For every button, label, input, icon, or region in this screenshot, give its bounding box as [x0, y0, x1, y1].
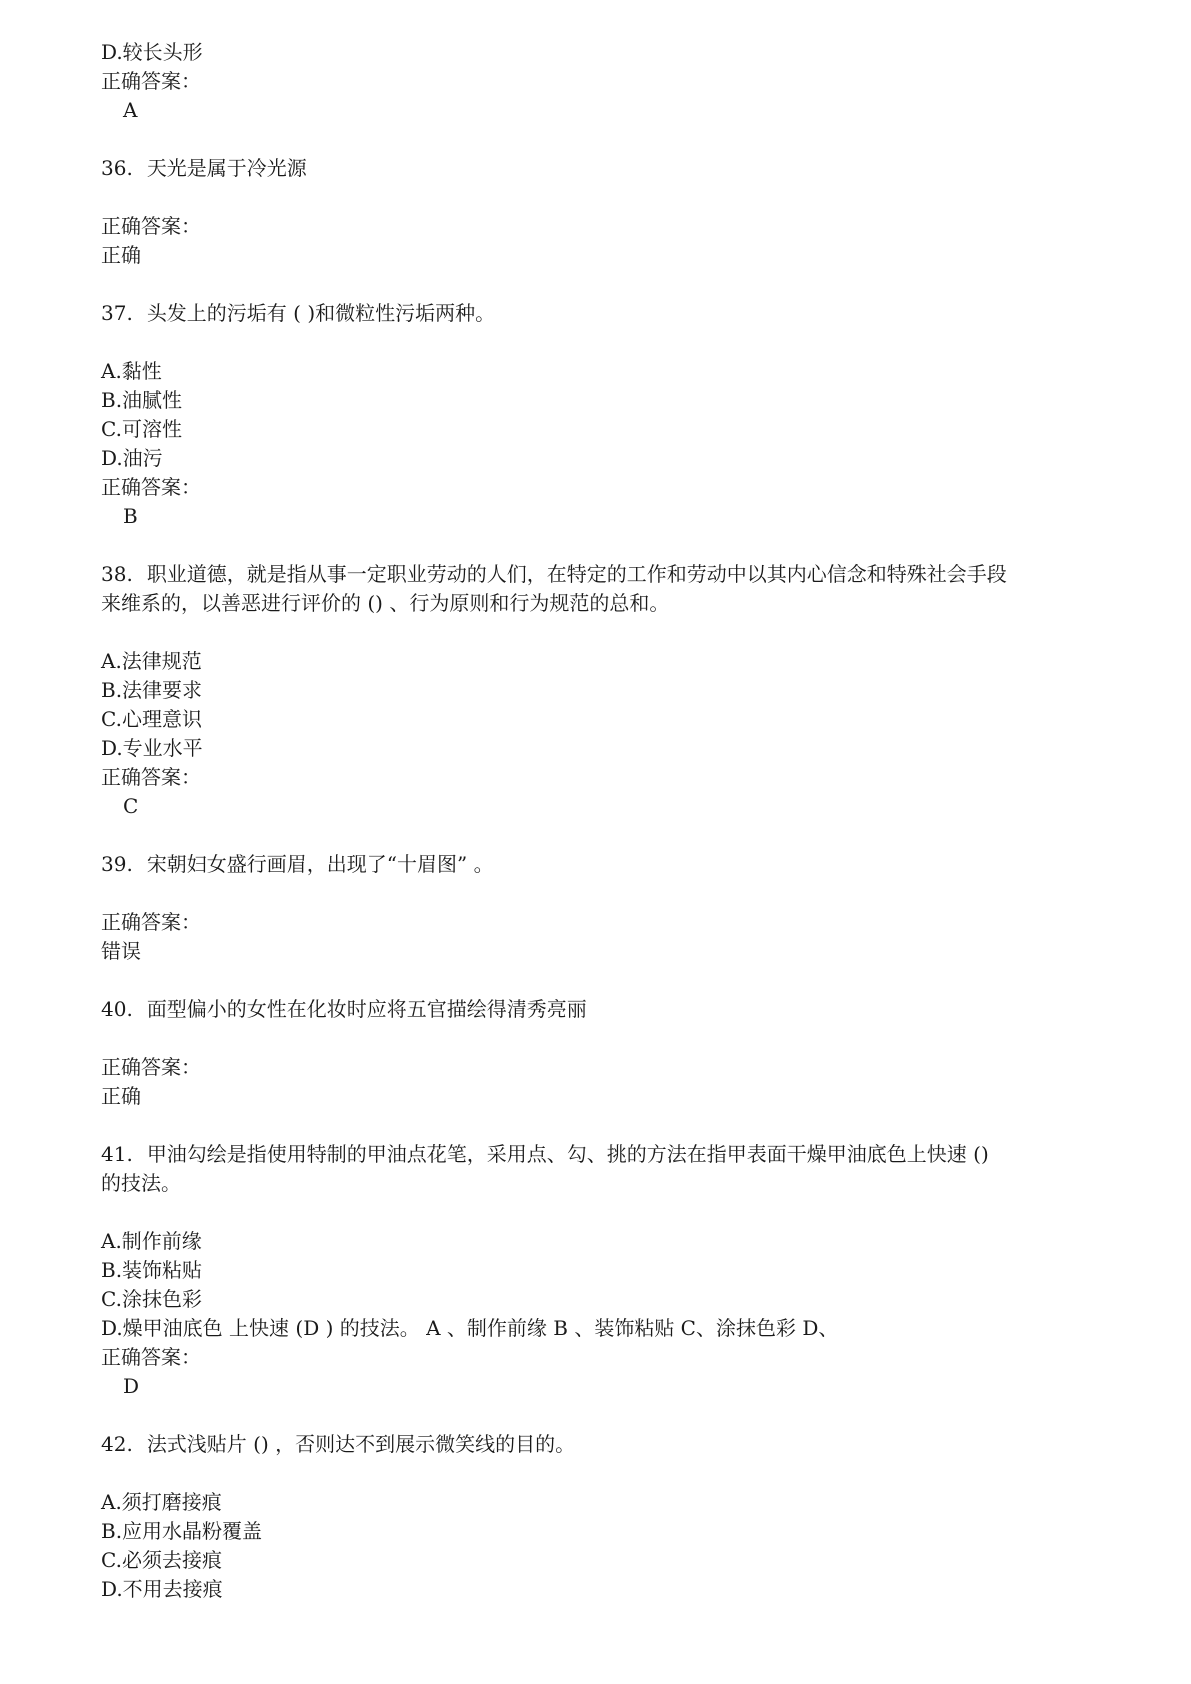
option-a: A.法律规范 — [101, 649, 202, 673]
question-37 — [101, 299, 1101, 328]
document-page — [101, 38, 1101, 1604]
option-a: A.制作前缘 — [101, 1229, 202, 1253]
question-40 — [101, 995, 1101, 1024]
answer-value: B — [123, 504, 138, 528]
option-d: D.燥甲油底色 上快速 (D ) 的技法。 A 、制作前缘 B 、装饰粘贴 C、涂抹色彩 D、 — [101, 1316, 839, 1340]
option-c: C.必须去接痕 — [101, 1548, 222, 1572]
question-number: 37. — [101, 301, 133, 325]
question-number: 38. — [101, 562, 133, 586]
question-number: 36. — [101, 156, 133, 180]
answer-label: 正确答案： — [101, 1055, 201, 1079]
answer-value: C — [123, 794, 139, 818]
question-number: 40. — [101, 997, 133, 1021]
answer-value: 错误 — [101, 939, 141, 963]
question-text-line1: 甲油勾绘是指使用特制的甲油点花笔，采用点、勾、挑的方法在指甲表面干燥甲油底色上快速 () — [146, 1142, 989, 1166]
question-41 — [101, 1140, 1101, 1169]
option-c: C.可溶性 — [101, 417, 182, 441]
option-a: A.须打磨接痕 — [101, 1490, 222, 1514]
question-text: 宋朝妇女盛行画眉，出现了“十眉图” 。 — [146, 852, 494, 876]
answer-label: 正确答案： — [101, 475, 201, 499]
answer-label: 正确答案： — [101, 1345, 201, 1369]
question-text-line1: 职业道德，就是指从事一定职业劳动的人们，在特定的工作和劳动中以其内心信念和特殊社会手段 — [146, 562, 1007, 586]
question-text: 法式浅贴片 () ，否则达不到展示微笑线的目的。 — [146, 1432, 576, 1456]
option-d: D.专业水平 — [101, 736, 203, 760]
question-number: 42. — [101, 1432, 133, 1456]
question-39 — [101, 850, 1101, 879]
option-c: C.涂抹色彩 — [101, 1287, 202, 1311]
question-text: 天光是属于冷光源 — [146, 156, 307, 180]
question-text-line2: 的技法。 — [101, 1171, 181, 1195]
question-number: 39. — [101, 852, 133, 876]
question-36 — [101, 154, 1101, 183]
option-d: D.较长头形 — [101, 40, 203, 64]
question-number: 41. — [101, 1142, 133, 1166]
answer-value: D — [123, 1374, 140, 1398]
option-b: B.应用水晶粉覆盖 — [101, 1519, 263, 1543]
question-42 — [101, 1430, 1101, 1459]
option-c: C.心理意识 — [101, 707, 202, 731]
question-text: 面型偏小的女性在化妆时应将五官描绘得清秀亮丽 — [146, 997, 587, 1021]
answer-label: 正确答案： — [101, 69, 201, 93]
answer-value: 正确 — [101, 1084, 141, 1108]
answer-label: 正确答案： — [101, 214, 201, 238]
option-d: D.不用去接痕 — [101, 1577, 223, 1601]
answer-value: 正确 — [101, 243, 141, 267]
option-a: A.黏性 — [101, 359, 162, 383]
option-b: B.装饰粘贴 — [101, 1258, 203, 1282]
answer-label: 正确答案： — [101, 910, 201, 934]
option-b: B.法律要求 — [101, 678, 203, 702]
option-b: B.油腻性 — [101, 388, 183, 412]
option-d: D.油污 — [101, 446, 163, 470]
answer-label: 正确答案： — [101, 765, 201, 789]
question-text: 头发上的污垢有 ( )和微粒性污垢两种。 — [146, 301, 496, 325]
question-38 — [101, 560, 1101, 589]
answer-value: A — [123, 98, 138, 122]
question-text-line2: 来维系的，以善恶进行评价的 () 、行为原则和行为规范的总和。 — [101, 591, 670, 615]
